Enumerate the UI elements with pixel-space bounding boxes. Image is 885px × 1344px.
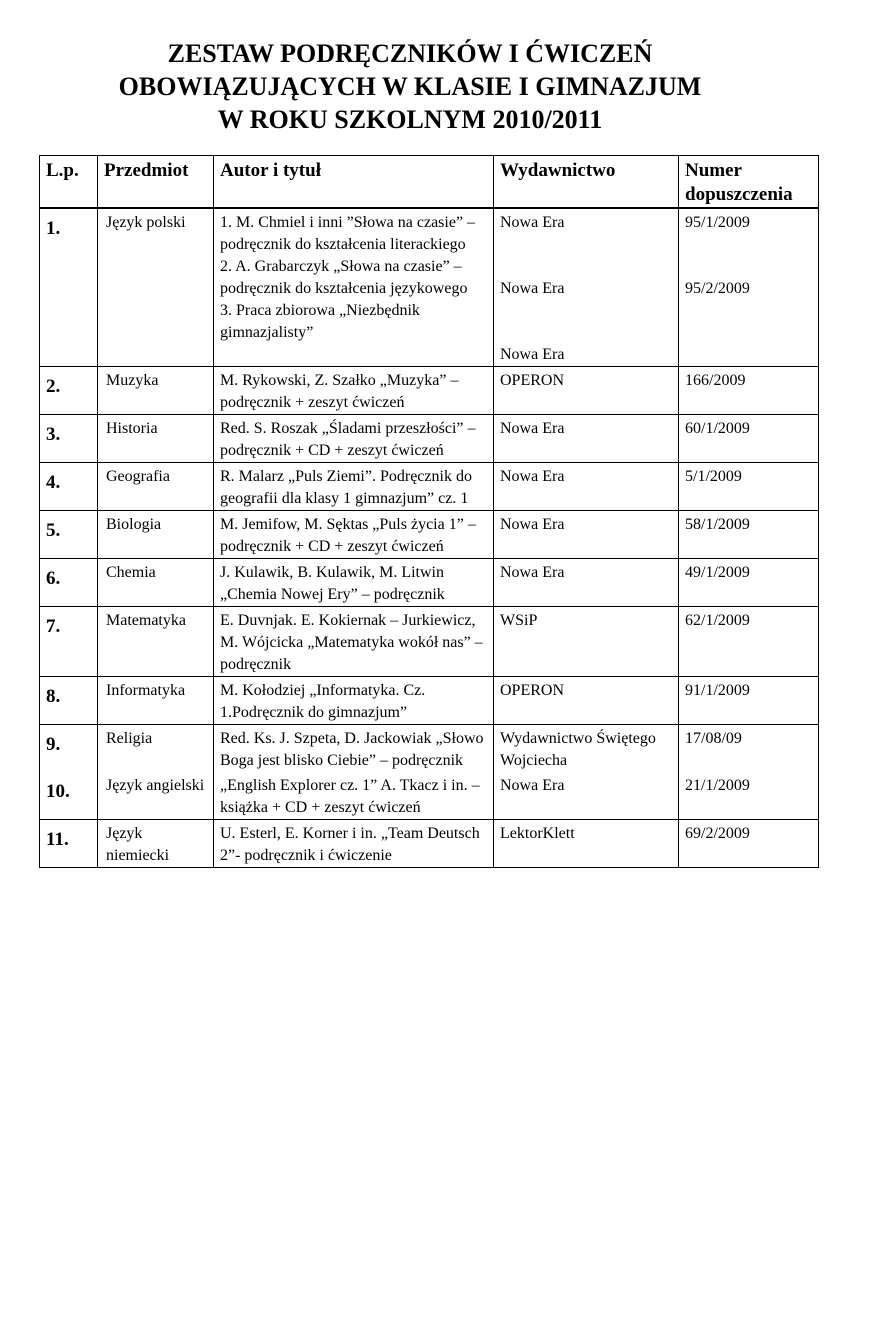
table-row <box>40 772 819 820</box>
row-number-approval: 17/08/09 <box>679 725 819 773</box>
row-publisher: LektorKlett <box>494 820 679 868</box>
row-subject: Język angielski <box>98 772 214 820</box>
row-number: 5. <box>40 511 98 559</box>
header-publisher: Wydawnictwo <box>494 156 679 209</box>
row-subject: Muzyka <box>98 367 214 415</box>
row-author: M. Kołodziej „Informatyka. Cz. 1.Podręcznik do gimnazjum” <box>214 677 494 725</box>
row-publisher: Wydawnictwo Świętego Wojciecha <box>494 725 679 773</box>
row-number: 6. <box>40 559 98 607</box>
row-number-approval: 69/2/2009 <box>679 820 819 868</box>
document-title <box>0 37 820 136</box>
row-number: 11. <box>40 820 98 868</box>
table-row <box>40 511 819 559</box>
row-subject: Geografia <box>98 463 214 511</box>
row-publisher-entry-2: Nowa Era <box>500 280 565 297</box>
row-number: 9. <box>40 725 98 773</box>
row-subject: Język niemiecki <box>98 820 214 868</box>
row-number: 10. <box>40 772 98 820</box>
header-number-line1: Numer <box>685 160 742 181</box>
row-number-approval: 60/1/2009 <box>679 415 819 463</box>
table-row <box>40 463 819 511</box>
title-line-1: ZESTAW PODRĘCZNIKÓW I ĆWICZEŃ <box>167 39 653 68</box>
row-number: 1. <box>40 208 98 367</box>
row-publisher: OPERON <box>494 677 679 725</box>
header-subject: Przedmiot <box>98 156 214 209</box>
row-number-approval: 21/1/2009 <box>679 772 819 820</box>
table-row <box>40 367 819 415</box>
row-number-approval: 5/1/2009 <box>679 463 819 511</box>
row-approval-entry-2: 95/2/2009 <box>685 280 750 297</box>
row-author-entry-1: 1. M. Chmiel i inni ”Słowa na czasie” – podręcznik do kształcenia literackiego <box>220 214 476 253</box>
title-line-3: W ROKU SZKOLNYM 2010/2011 <box>217 105 603 134</box>
row-subject: Informatyka <box>98 677 214 725</box>
row-number: 3. <box>40 415 98 463</box>
table-row <box>40 208 819 367</box>
row-subject: Historia <box>98 415 214 463</box>
row-number: 7. <box>40 607 98 677</box>
row-number: 4. <box>40 463 98 511</box>
header-number <box>679 156 819 209</box>
table-row <box>40 820 819 868</box>
row-author: R. Malarz „Puls Ziemi”. Podręcznik do geografii dla klasy 1 gimnazjum” cz. 1 <box>214 463 494 511</box>
row-subject: Matematyka <box>98 607 214 677</box>
header-lp: L.p. <box>40 156 98 209</box>
row-author: J. Kulawik, B. Kulawik, M. Litwin „Chemia Nowej Ery” – podręcznik <box>214 559 494 607</box>
header-author: Autor i tytuł <box>214 156 494 209</box>
title-line-2: OBOWIĄZUJĄCYCH W KLASIE I GIMNAZJUM <box>118 72 702 101</box>
row-publisher <box>494 208 679 367</box>
textbook-table <box>39 155 819 868</box>
row-author-entry-2: 2. A. Grabarczyk „Słowa na czasie” – podręcznik do kształcenia językowego <box>220 258 468 297</box>
row-author <box>214 208 494 367</box>
row-number-approval: 49/1/2009 <box>679 559 819 607</box>
table-row <box>40 677 819 725</box>
row-publisher: Nowa Era <box>494 772 679 820</box>
row-author: M. Jemifow, M. Sęktas „Puls życia 1” – podręcznik + CD + zeszyt ćwiczeń <box>214 511 494 559</box>
table-row <box>40 559 819 607</box>
row-publisher-entry-1: Nowa Era <box>500 214 565 231</box>
row-author: Red. S. Roszak „Śladami przeszłości” – podręcznik + CD + zeszyt ćwiczeń <box>214 415 494 463</box>
table-row <box>40 725 819 773</box>
row-subject: Biologia <box>98 511 214 559</box>
row-author-entry-3: 3. Praca zbiorowa „Niezbędnik gimnazjalisty” <box>220 302 420 341</box>
table-row <box>40 607 819 677</box>
row-number-approval: 58/1/2009 <box>679 511 819 559</box>
row-number: 8. <box>40 677 98 725</box>
row-publisher: Nowa Era <box>494 559 679 607</box>
row-author: U. Esterl, E. Korner i in. „Team Deutsch 2”- podręcznik i ćwiczenie <box>214 820 494 868</box>
row-subject: Język polski <box>98 208 214 367</box>
row-number-approval: 91/1/2009 <box>679 677 819 725</box>
row-publisher: Nowa Era <box>494 415 679 463</box>
row-number-approval <box>679 208 819 367</box>
row-number-approval: 166/2009 <box>679 367 819 415</box>
table-header-row <box>40 156 819 209</box>
row-author: „English Explorer cz. 1” A. Tkacz i in. – książka + CD + zeszyt ćwiczeń <box>214 772 494 820</box>
row-publisher: WSiP <box>494 607 679 677</box>
row-publisher: OPERON <box>494 367 679 415</box>
table-row <box>40 415 819 463</box>
row-publisher: Nowa Era <box>494 463 679 511</box>
row-number: 2. <box>40 367 98 415</box>
row-author: Red. Ks. J. Szpeta, D. Jackowiak „Słowo Boga jest blisko Ciebie” – podręcznik <box>214 725 494 773</box>
row-subject: Chemia <box>98 559 214 607</box>
row-publisher: Nowa Era <box>494 511 679 559</box>
header-number-line2: dopuszczenia <box>685 184 793 205</box>
row-publisher-entry-3: Nowa Era <box>500 346 565 363</box>
row-subject: Religia <box>98 725 214 773</box>
row-approval-entry-1: 95/1/2009 <box>685 214 750 231</box>
row-number-approval: 62/1/2009 <box>679 607 819 677</box>
row-author: E. Duvnjak. E. Kokiernak – Jurkiewicz, M. Wójcicka „Matematyka wokół nas” – podręcznik <box>214 607 494 677</box>
row-author: M. Rykowski, Z. Szałko „Muzyka” – podręcznik + zeszyt ćwiczeń <box>214 367 494 415</box>
